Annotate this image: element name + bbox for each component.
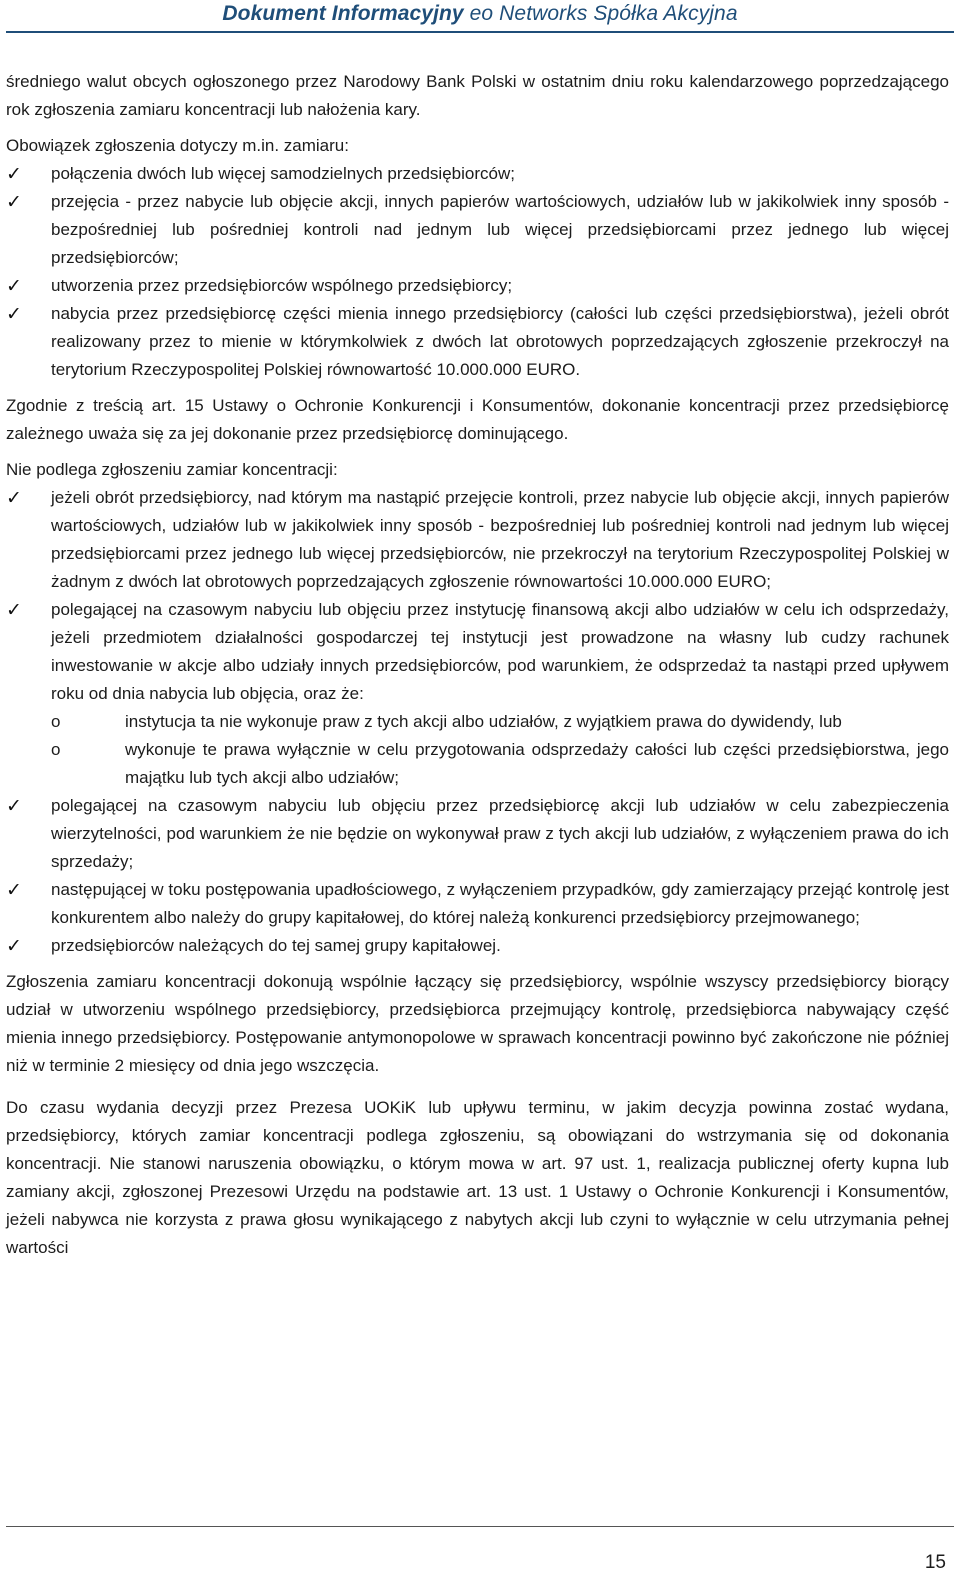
document-body xyxy=(6,68,949,1262)
sub-list-item: o instytucja ta nie wykonuje praw z tych akcji albo udziałów, z wyjątkiem prawa do dywidendy, lub xyxy=(6,708,949,736)
circle-bullet-icon: o xyxy=(51,740,61,759)
checklist-notification-scope xyxy=(6,160,949,384)
header-divider xyxy=(6,31,954,33)
paragraph: Do czasu wydania decyzji przez Prezesa UOKiK lub upływu terminu, w jakim decyzja powinna zostać wydana, przedsiębiorcy, których zamiar koncentracji podlega zgłoszeniu, są obowiązani do wstrzymania się od dokonania koncentracji. Nie stanowi naruszenia obowiązku, o którym mowa w art. 97 ust. 1, realizacja publicznej oferty kupna lub zamiany akcji, zgłoszonej Prezesowi Urzędu na podstawie art. 13 ust. 1 Ustawy o Ochronie Konkurencji i Konsumentów, jeżeli nabywca nie korzysta z prawa głosu wynikającego z nabytych akcji lub czyni to wyłącznie w celu utrzymania pełnej wartości xyxy=(6,1098,949,1257)
checkmark-icon: ✓ xyxy=(6,795,22,817)
list-item: ✓ jeżeli obrót przedsiębiorcy, nad którym ma nastąpić przejęcie kontroli, przez nabycie lub objęcie akcji, innych papierów wartościowych, udziałów lub w jakikolwiek inny sposób - bezpośredniej lub pośredniej kontroli nad jednym lub więcej przedsiębiorcami przez jednego lub więcej przedsiębiorców, nie przekroczył na terytorium Rzeczypospolitej Polskiej w żadnym z dwóch lat obrotowych poprzedzających zgłoszenie równowartości 10.000.000 EURO; xyxy=(6,484,949,596)
checkmark-icon: ✓ xyxy=(6,879,22,901)
list-item: ✓ utworzenia przez przedsiębiorców wspólnego przedsiębiorcy; xyxy=(6,272,949,300)
checkmark-icon: ✓ xyxy=(6,935,22,957)
list-item: ✓ następującej w toku postępowania upadłościowego, z wyłączeniem przypadków, gdy zamierzający przejąć kontrolę jest konkurentem albo należy do grupy kapitałowej, do której należą konkurenci przedsiębiorcy przejmowanego; xyxy=(6,876,949,932)
circle-bullet-icon: o xyxy=(51,712,61,731)
page-header xyxy=(0,0,960,34)
checkmark-icon: ✓ xyxy=(6,599,22,621)
checkmark-icon: ✓ xyxy=(6,163,22,185)
list-item: ✓ polegającej na czasowym nabyciu lub objęciu przez przedsiębiorcę akcji lub udziałów w celu zabezpieczenia wierzytelności, pod warunkiem że nie będzie on wykonywał praw z tych akcji lub udziałów, z wyłączeniem prawa do ich sprzedaży; xyxy=(6,792,949,876)
checkmark-icon: ✓ xyxy=(6,487,22,509)
sub-list xyxy=(6,708,949,792)
footer-divider xyxy=(6,1526,954,1527)
document-title: Dokument Informacyjny eo Networks Spółka Akcyjna xyxy=(222,2,738,25)
paragraph: Zgodnie z treścią art. 15 Ustawy o Ochronie Konkurencji i Konsumentów, dokonanie koncentracji przez przedsiębiorcę zależnego uważa się za jej dokonanie przez przedsiębiorcę dominującego. xyxy=(6,396,949,443)
page-footer xyxy=(0,1510,960,1585)
list-item: ✓ przejęcia - przez nabycie lub objęcie akcji, innych papierów wartościowych, udziałów lub w jakikolwiek inny sposób - bezpośredniej lub pośredniej kontroli nad jednym lub więcej przedsiębiorcami przez jednego lub więcej przedsiębiorców; xyxy=(6,188,949,272)
list-item: ✓ połączenia dwóch lub więcej samodzielnych przedsiębiorców; xyxy=(6,160,949,188)
list-item: ✓ polegającej na czasowym nabyciu lub objęciu przez instytucję finansową akcji albo udziałów w celu ich odsprzedaży, jeżeli przedmiotem działalności gospodarczej tej instytucji jest prowadzone na własny lub cudzy rachunek inwestowanie w akcje albo udziały innych przedsiębiorców, pod warunkiem, że odsprzedaż ta nastąpi przed upływem roku od dnia nabycia lub objęcia, oraz że: o instytucja ta nie wykonuje praw z tych akcji albo udziałów, z wyjątkiem prawa do dywidendy, lub o wykonuje te prawa wyłącznie w celu przygotowania odsprzedaży całości lub części przedsiębiorstwa, jego majątku lub tych akcji albo udziałów; xyxy=(6,596,949,792)
checklist-exemptions xyxy=(6,484,949,960)
checkmark-icon: ✓ xyxy=(6,275,22,297)
paragraph: Nie podlega zgłoszeniu zamiar koncentracji: xyxy=(6,460,338,479)
list-item: ✓ przedsiębiorców należących do tej samej grupy kapitałowej. xyxy=(6,932,949,960)
checkmark-icon: ✓ xyxy=(6,191,22,213)
list-item: ✓ nabycia przez przedsiębiorcę części mienia innego przedsiębiorcy (całości lub części przedsiębiorstwa), jeżeli obrót realizowany przez to mienie w którymkolwiek z dwóch lat obrotowych poprzedzających zgłoszenie przekroczył na terytorium Rzeczypospolitej Polskiej równowartość 10.000.000 EURO. xyxy=(6,300,949,384)
checkmark-icon: ✓ xyxy=(6,303,22,325)
paragraph: Zgłoszenia zamiaru koncentracji dokonują wspólnie łączący się przedsiębiorcy, wspólnie wszyscy przedsiębiorcy biorący udział w utworzeniu wspólnego przedsiębiorcy, przedsiębiorca przejmujący kontrolę, przedsiębiorca nabywający część mienia innego przedsiębiorcy. Postępowanie antymonopolowe w sprawach koncentracji powinno być zakończone nie później niż w terminie 2 miesięcy od dnia jego wszczęcia. xyxy=(6,972,949,1075)
paragraph: średniego walut obcych ogłoszonego przez Narodowy Bank Polski w ostatnim dniu roku kalendarzowego poprzedzającego rok zgłoszenia zamiaru koncentracji lub nałożenia kary. xyxy=(6,72,949,119)
sub-list-item: o wykonuje te prawa wyłącznie w celu przygotowania odsprzedaży całości lub części przedsiębiorstwa, jego majątku lub tych akcji albo udziałów; xyxy=(6,736,949,792)
page-number: 15 xyxy=(924,1552,946,1573)
paragraph: Obowiązek zgłoszenia dotyczy m.in. zamiaru: xyxy=(6,136,349,155)
